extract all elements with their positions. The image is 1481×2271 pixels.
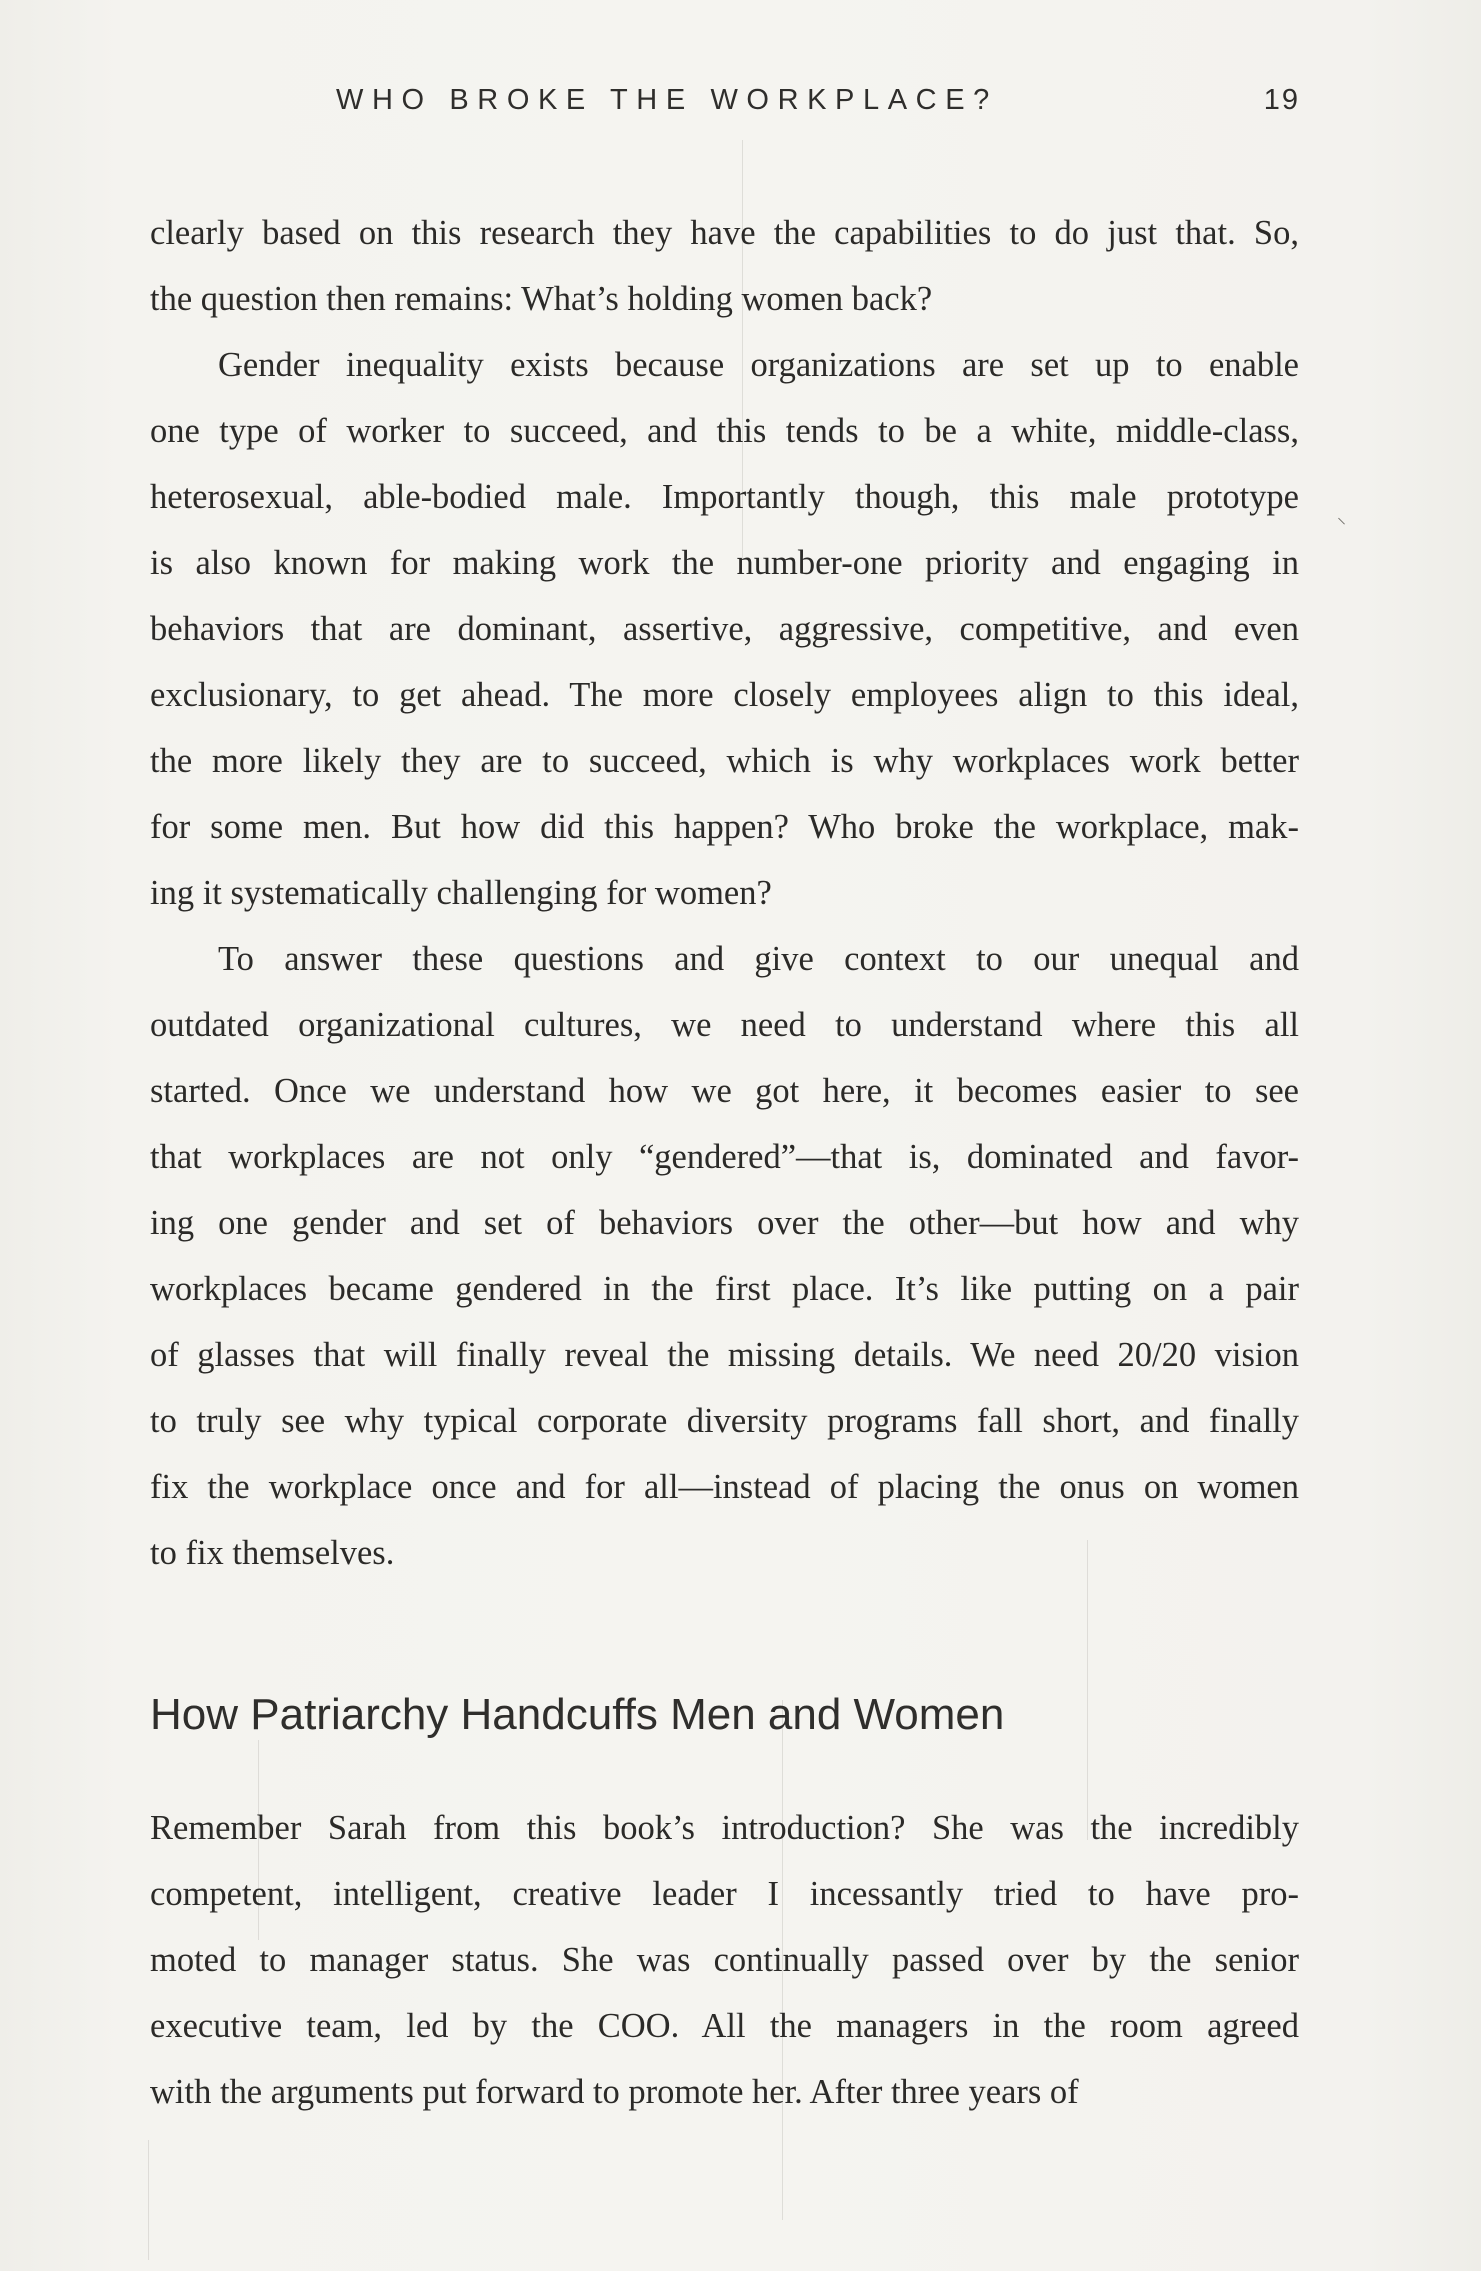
paragraph [150,200,1299,332]
text-line: started. Once we understand how we got here, it becomes easier to see [150,1072,1299,1110]
text-line: exclusionary, to get ahead. The more closely employees align to this ideal, [150,676,1299,714]
text-line: competent, intelligent, creative leader I incessantly tried to have pro- [150,1875,1299,1913]
text-line: of glasses that will finally reveal the missing details. We need 20/20 vision [150,1336,1299,1374]
text-line: workplaces became gendered in the first place. It’s like putting on a pair [150,1270,1299,1308]
text-line: executive team, led by the COO. All the managers in the room agreed [150,2007,1299,2045]
text-line: is also known for making work the number-one priority and engaging in [150,544,1299,582]
section-body-text [150,1795,1299,2125]
text-line: clearly based on this research they have the capabilities to do just that. So, [150,214,1299,252]
text-line: for some men. But how did this happen? Who broke the workplace, mak- [150,808,1299,846]
text-line: Gender inequality exists because organizations are set up to enable [218,346,1299,384]
text-line: To answer these questions and give context to our unequal and [218,940,1299,978]
scan-artifact-line [148,2140,149,2260]
text-line: to truly see why typical corporate diversity programs fall short, and finally [150,1402,1299,1440]
page-header [150,84,1300,124]
text-line: outdated organizational cultures, we need to understand where this all [150,1006,1299,1044]
text-line: to fix themselves. [150,1534,395,1572]
text-line: fix the workplace once and for all—instead of placing the onus on women [150,1468,1299,1506]
text-line: the more likely they are to succeed, which is why workplaces work better [150,742,1299,780]
text-line: ing it systematically challenging for women? [150,874,772,912]
text-line: moted to manager status. She was continually passed over by the senior [150,1941,1299,1979]
running-head: WHO BROKE THE WORKPLACE? [336,84,998,116]
text-line: ing one gender and set of behaviors over the other—but how and why [150,1204,1299,1242]
text-line: heterosexual, able-bodied male. Importantly though, this male prototype [150,478,1299,516]
paragraph [150,332,1299,926]
paragraph [150,926,1299,1586]
section-heading: How Patriarchy Handcuffs Men and Women [150,1690,1005,1739]
body-text [150,200,1299,1586]
text-line: with the arguments put forward to promote her. After three years of [150,2073,1079,2111]
text-line: Remember Sarah from this book’s introduction? She was the incredibly [150,1809,1299,1847]
text-line: behaviors that are dominant, assertive, aggressive, competitive, and even [150,610,1299,648]
text-line: that workplaces are not only “gendered”—that is, dominated and favor- [150,1138,1299,1176]
text-line: one type of worker to succeed, and this tends to be a white, middle-class, [150,412,1299,450]
paragraph [150,1795,1299,2125]
page-number: 19 [1263,84,1300,116]
margin-mark: ⸜ [1337,507,1346,528]
text-line: the question then remains: What’s holding women back? [150,280,933,318]
